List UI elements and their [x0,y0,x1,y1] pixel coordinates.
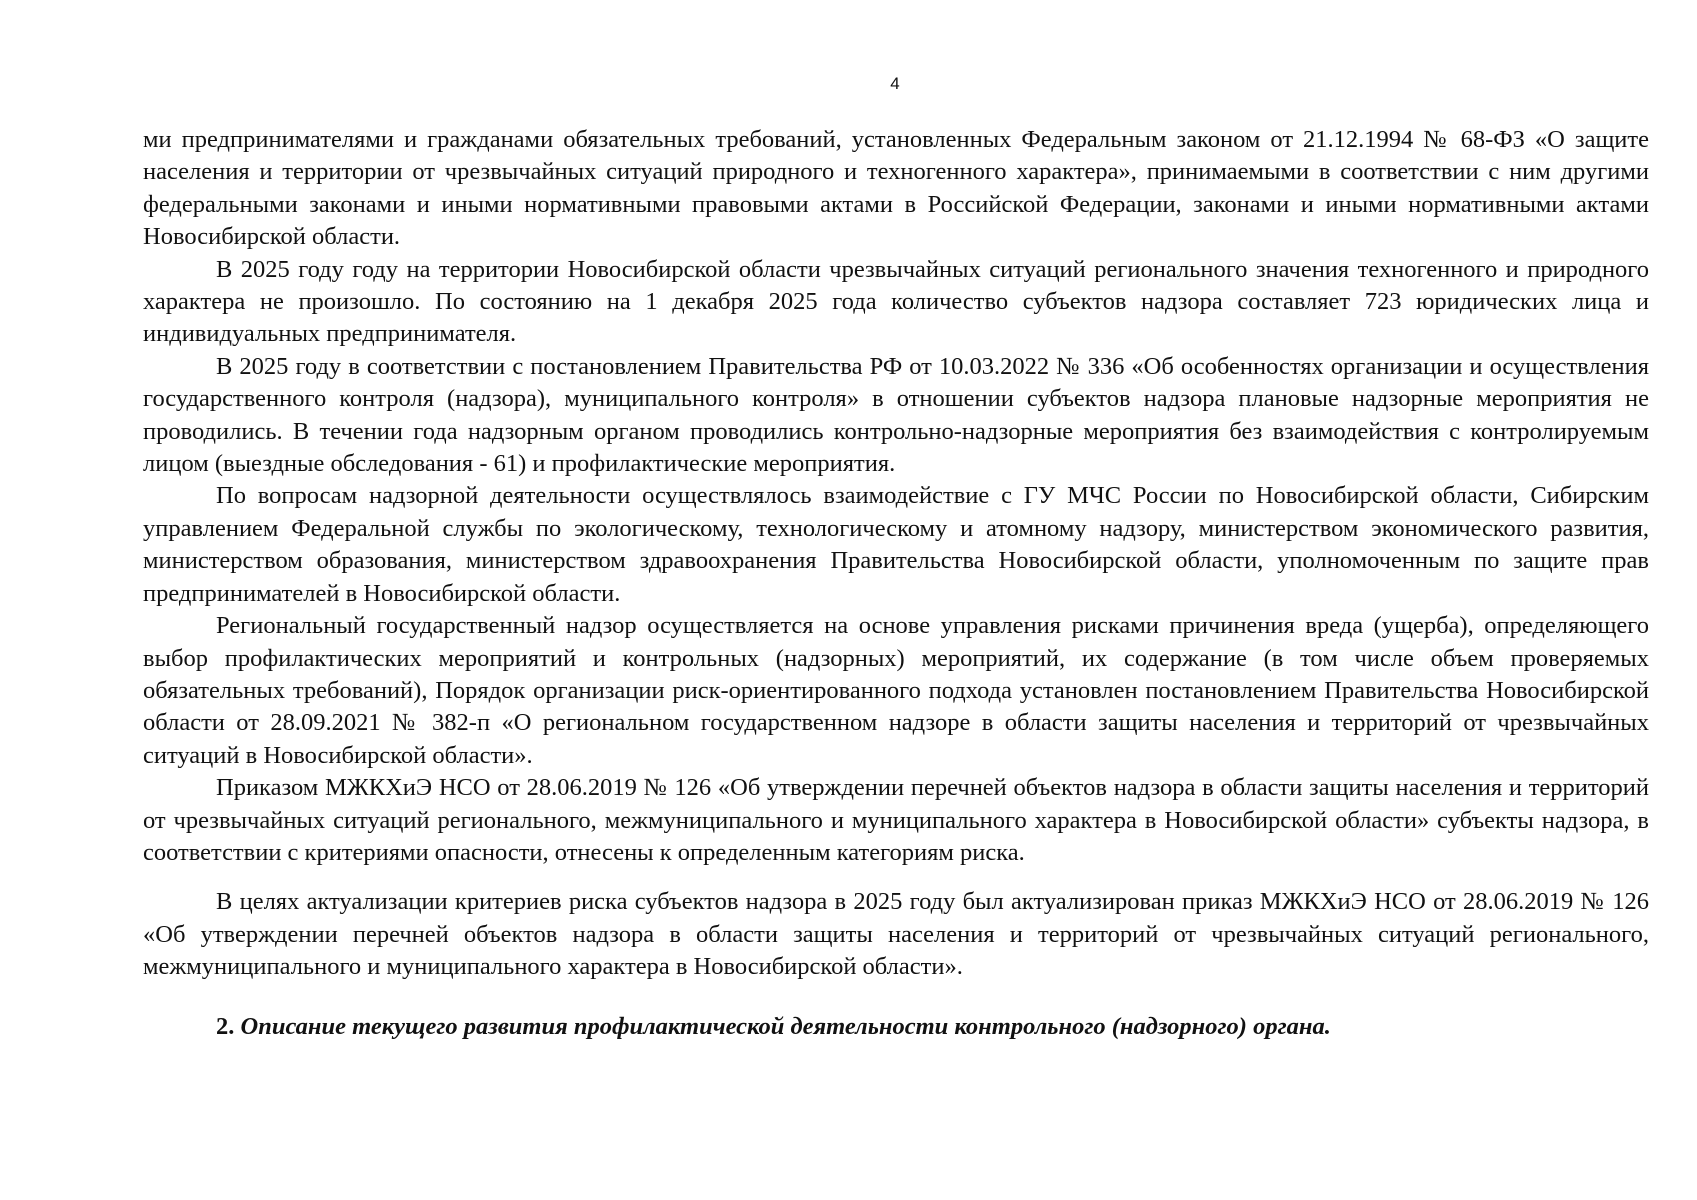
paragraph-continuation: ми предпринимателями и гражданами обязательных требований, установленных Федеральным законом от 21.12.1994 № 68-ФЗ «О защите населения и территории от чрезвычайных ситуаций природного и техногенного характера», принимаемыми в соответствии с ним другими федеральными законами и иными нормативными правовыми актами в Российской Федерации, законами и иными нормативными актами Новосибирской области. [143,126,1649,251]
paragraph-risk-criteria: В целях актуализации критериев риска субъектов надзора в 2025 году был актуализирован приказ МЖКХиЭ НСО от 28.06.2019 № 126 «Об утверждении перечней объектов надзора в области защиты населения и территорий от чрезвычайных ситуаций регионального, межмуниципального и муниципального характера в Новосибирской области». [143,888,1649,981]
section-number: 2. [216,1012,235,1040]
page-number: 4 [890,74,900,93]
paragraph-inspections: В 2025 году в соответствии с постановлением Правительства РФ от 10.03.2022 № 336 «Об особенностях организации и осуществления государственного контроля (надзора), муниципального контроля» в отношении субъектов надзора плановые надзорные мероприятия не проводились. В течении года надзорным органом проводились контрольно-надзорные мероприятия без взаимодействия с контролируемым лицом (выездные обследования - 61) и профилактические мероприятия. [143,352,1649,478]
paragraph-interaction: По вопросам надзорной деятельности осуществлялось взаимодействие с ГУ МЧС России по Новосибирской области, Сибирским управлением Федеральной службы по экологическому, технологическому и атомному надзору, министерством экономического развития, министерством образования, министерством здравоохранения Правительства Новосибирской области, уполномоченным по защите прав предпринимателей в Новосибирской области. [143,482,1649,607]
paragraph-risk-management: Региональный государственный надзор осуществляется на основе управления рисками причинения вреда (ущерба), определяющего выбор профилактических мероприятий и контрольных (надзорных) мероприятий, их содержание (в том числе объем проверяемых обязательных требований), Порядок организации риск-ориентированного подхода установлен постановлением Правительства Новосибирской области от 28.09.2021 № 382-п «О региональном государственном надзоре в области защиты населения и территорий от чрезвычайных ситуаций в Новосибирской области». [143,612,1649,769]
paragraph-order-126: Приказом МЖКХиЭ НСО от 28.06.2019 № 126 «Об утверждении перечней объектов надзора в области защиты населения и территорий от чрезвычайных ситуаций регионального, межмуниципального и муниципального характера в Новосибирской области» субъекты надзора, в соответствии с критериями опасности, отнесены к определенным категориям риска. [143,774,1649,866]
section-title: Описание текущего развития профилактической деятельности контрольного (надзорного) органа. [240,1012,1331,1040]
section-heading [143,1011,1649,1043]
document-body [143,124,1649,1043]
paragraph-emergency-situations: В 2025 году году на территории Новосибирской области чрезвычайных ситуаций регионального значения техногенного и природного характера не произошло. По состоянию на 1 декабря 2025 года количество субъектов надзора составляет 723 юридических лица и индивидуальных предпринимателя. [143,255,1649,348]
